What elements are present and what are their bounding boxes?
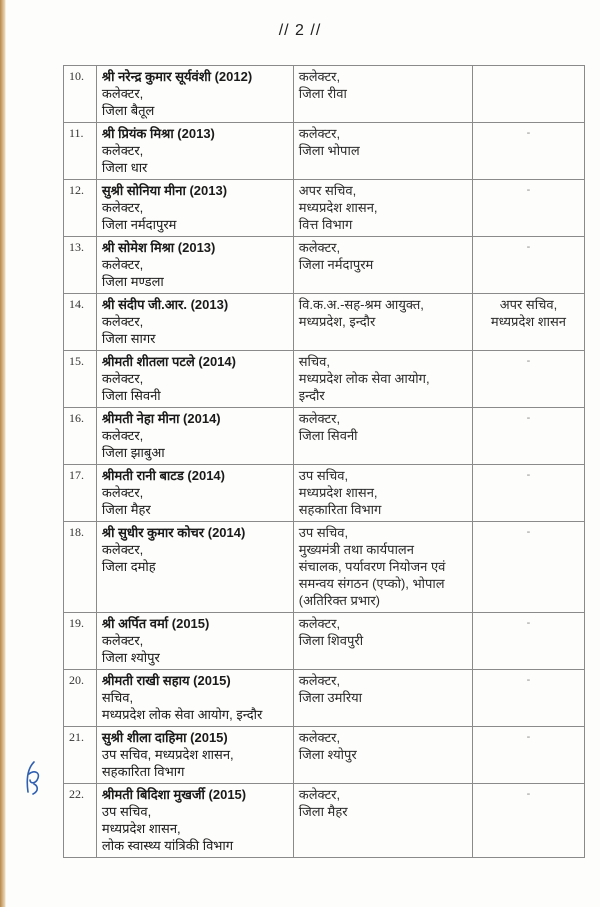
officer-cell — [96, 727, 293, 784]
current-posting-line: जिला सिवनी — [101, 388, 161, 403]
current-posting-line: जिला बैतूल — [101, 103, 155, 118]
serial-number: 12. — [64, 180, 97, 237]
current-posting-line: लोक स्वास्थ्य यांत्रिकी विभाग — [101, 838, 234, 853]
table-row — [64, 294, 585, 351]
new-posting-line: अपर सचिव, — [298, 183, 357, 198]
serial-number: 18. — [64, 522, 97, 613]
officer-cell — [96, 613, 293, 670]
serial-number: 15. — [64, 351, 97, 408]
additional-charge-cell — [472, 784, 584, 858]
additional-charge: - — [526, 731, 531, 743]
new-posting-cell — [293, 408, 472, 465]
additional-charge: - — [526, 617, 531, 629]
serial-number: 13. — [64, 237, 97, 294]
additional-charge-cell — [472, 670, 584, 727]
new-posting-line: कलेक्टर, — [298, 411, 341, 426]
additional-charge: - — [526, 469, 531, 481]
serial-number: 20. — [64, 670, 97, 727]
additional-charge: - — [526, 355, 531, 367]
additional-charge-cell — [472, 237, 584, 294]
officer-name: श्री प्रियंक मिश्रा (2013) — [101, 126, 215, 141]
serial-number: 19. — [64, 613, 97, 670]
current-posting-line: जिला मण्डला — [101, 274, 164, 289]
additional-charge-cell — [472, 66, 584, 123]
additional-charge-cell — [472, 465, 584, 522]
new-posting-line: उप सचिव, — [298, 468, 349, 483]
current-posting-line: जिला झाबुआ — [101, 445, 165, 460]
new-posting-line: जिला उमरिया — [298, 690, 363, 705]
additional-charge-cell — [472, 351, 584, 408]
additional-charge: - — [526, 241, 531, 253]
new-posting-line: जिला रीवा — [298, 86, 347, 101]
additional-charge: - — [526, 412, 531, 424]
new-posting-line: जिला भोपाल — [298, 143, 360, 158]
current-posting-line: उप सचिव, — [101, 804, 152, 819]
officer-name: सुश्री शीला दाहिमा (2015) — [101, 730, 228, 745]
officer-cell — [96, 408, 293, 465]
new-posting-line: वित्त विभाग — [298, 217, 353, 232]
table-row — [64, 180, 585, 237]
new-posting-line: उप सचिव, — [298, 525, 349, 540]
additional-charge-cell — [472, 613, 584, 670]
serial-number: 21. — [64, 727, 97, 784]
current-posting-line: कलेक्टर, — [101, 257, 144, 272]
additional-charge: - — [526, 526, 531, 538]
current-posting-line: कलेक्टर, — [101, 633, 144, 648]
table-row — [64, 784, 585, 858]
table-row — [64, 123, 585, 180]
new-posting-line: जिला शिवपुरी — [298, 633, 364, 648]
current-posting-line: कलेक्टर, — [101, 86, 144, 101]
current-posting-line: सहकारिता विभाग — [101, 764, 185, 779]
new-posting-line: कलेक्टर, — [298, 730, 341, 745]
new-posting-line: मध्यप्रदेश लोक सेवा आयोग, — [298, 371, 430, 386]
current-posting-line: कलेक्टर, — [101, 371, 144, 386]
table-row — [64, 613, 585, 670]
new-posting-line: मध्यप्रदेश शासन, — [298, 200, 378, 215]
new-posting-cell — [293, 670, 472, 727]
new-posting-line: मध्यप्रदेश शासन, — [298, 485, 378, 500]
new-posting-line: कलेक्टर, — [298, 126, 341, 141]
new-posting-cell — [293, 522, 472, 613]
serial-number: 10. — [64, 66, 97, 123]
new-posting-cell — [293, 180, 472, 237]
new-posting-cell — [293, 613, 472, 670]
officer-name: श्रीमती बिदिशा मुखर्जी (2015) — [101, 787, 247, 802]
table-row — [64, 522, 585, 613]
current-posting-line: कलेक्टर, — [101, 200, 144, 215]
serial-number: 17. — [64, 465, 97, 522]
officer-name: श्री सुधीर कुमार कोचर (2014) — [101, 525, 246, 540]
table-row — [64, 670, 585, 727]
officer-name: श्रीमती नेहा मीना (2014) — [101, 411, 221, 426]
transfer-order-table — [63, 65, 585, 858]
officer-name: श्री अर्पित वर्मा (2015) — [101, 616, 210, 631]
officer-name: श्रीमती राखी सहाय (2015) — [101, 673, 231, 688]
new-posting-line: कलेक्टर, — [298, 787, 341, 802]
current-posting-line: जिला सागर — [101, 331, 156, 346]
current-posting-line: जिला दमोह — [101, 559, 156, 574]
current-posting-line: मध्यप्रदेश लोक सेवा आयोग, इन्दौर — [101, 707, 263, 722]
officer-cell — [96, 237, 293, 294]
officer-cell — [96, 66, 293, 123]
table-row — [64, 465, 585, 522]
officer-cell — [96, 351, 293, 408]
current-posting-line: कलेक्टर, — [101, 143, 144, 158]
new-posting-line: कलेक्टर, — [298, 69, 341, 84]
additional-charge-cell — [472, 408, 584, 465]
new-posting-line: सचिव, — [298, 354, 330, 369]
current-posting-line: कलेक्टर, — [101, 542, 144, 557]
new-posting-line: वि.क.अ.-सह-श्रम आयुक्त, — [298, 297, 424, 312]
current-posting-line: कलेक्टर, — [101, 314, 144, 329]
table-row — [64, 727, 585, 784]
new-posting-cell — [293, 123, 472, 180]
current-posting-line: कलेक्टर, — [101, 485, 144, 500]
new-posting-line: कलेक्टर, — [298, 616, 341, 631]
serial-number: 14. — [64, 294, 97, 351]
additional-charge-cell — [472, 180, 584, 237]
current-posting-line: जिला मैहर — [101, 502, 151, 517]
additional-charge: - — [526, 184, 531, 196]
new-posting-line: सहकारिता विभाग — [298, 502, 382, 517]
new-posting-cell — [293, 66, 472, 123]
new-posting-line: संचालक, पर्यावरण नियोजन एवं — [298, 559, 446, 574]
officer-cell — [96, 465, 293, 522]
additional-charge-cell — [472, 522, 584, 613]
current-posting-line: जिला धार — [101, 160, 148, 175]
officer-name: श्री सोमेश मिश्रा (2013) — [101, 240, 216, 255]
officer-name: श्रीमती रानी बाटड (2014) — [101, 468, 225, 483]
officer-name: श्री संदीप जी.आर. (2013) — [101, 297, 229, 312]
additional-charge-cell — [472, 123, 584, 180]
current-posting-line: जिला श्योपुर — [101, 650, 160, 665]
additional-charge: - — [526, 788, 531, 800]
current-posting-line: मध्यप्रदेश शासन, — [101, 821, 181, 836]
officer-name: श्रीमती शीतला पटले (2014) — [101, 354, 236, 369]
new-posting-line: जिला सिवनी — [298, 428, 358, 443]
current-posting-line: उप सचिव, मध्यप्रदेश शासन, — [101, 747, 234, 762]
table-row — [64, 351, 585, 408]
current-posting-line: सचिव, — [101, 690, 134, 705]
officer-name: श्री नरेन्द्र कुमार सूर्यवंशी (2012) — [101, 69, 253, 84]
new-posting-line: (अतिरिक्त प्रभार) — [298, 593, 381, 608]
table-row — [64, 237, 585, 294]
new-posting-line: मुख्यमंत्री तथा कार्यपालन — [298, 542, 414, 557]
serial-number: 16. — [64, 408, 97, 465]
new-posting-line: जिला नर्मदापुरम — [298, 257, 374, 272]
officer-cell — [96, 522, 293, 613]
officer-cell — [96, 784, 293, 858]
additional-charge: अपर सचिव, मध्यप्रदेश शासन — [490, 297, 567, 329]
officer-cell — [96, 670, 293, 727]
table-row — [64, 66, 585, 123]
new-posting-cell — [293, 727, 472, 784]
new-posting-cell — [293, 294, 472, 351]
new-posting-cell — [293, 784, 472, 858]
signature-initials-icon — [22, 758, 44, 798]
new-posting-line: समन्वय संगठन (एप्को), भोपाल — [298, 576, 445, 591]
current-posting-line: जिला नर्मदापुरम — [101, 217, 177, 232]
page-edge-shadow — [0, 0, 6, 907]
officer-name: सुश्री सोनिया मीना (2013) — [101, 183, 228, 198]
table-row — [64, 408, 585, 465]
new-posting-line: इन्दौर — [298, 388, 325, 403]
new-posting-line: कलेक्टर, — [298, 673, 341, 688]
current-posting-line: कलेक्टर, — [101, 428, 144, 443]
new-posting-line: मध्यप्रदेश, इन्दौर — [298, 314, 376, 329]
new-posting-line: कलेक्टर, — [298, 240, 341, 255]
additional-charge-cell — [472, 294, 584, 351]
additional-charge-cell — [472, 727, 584, 784]
new-posting-cell — [293, 237, 472, 294]
page-number: // 2 // — [278, 22, 322, 39]
officer-cell — [96, 123, 293, 180]
officer-cell — [96, 180, 293, 237]
officer-cell — [96, 294, 293, 351]
new-posting-cell — [293, 465, 472, 522]
serial-number: 22. — [64, 784, 97, 858]
additional-charge: - — [526, 127, 531, 139]
new-posting-line: जिला मैहर — [298, 804, 348, 819]
serial-number: 11. — [64, 123, 97, 180]
additional-charge: - — [526, 674, 531, 686]
new-posting-cell — [293, 351, 472, 408]
new-posting-line: जिला श्योपुर — [298, 747, 357, 762]
